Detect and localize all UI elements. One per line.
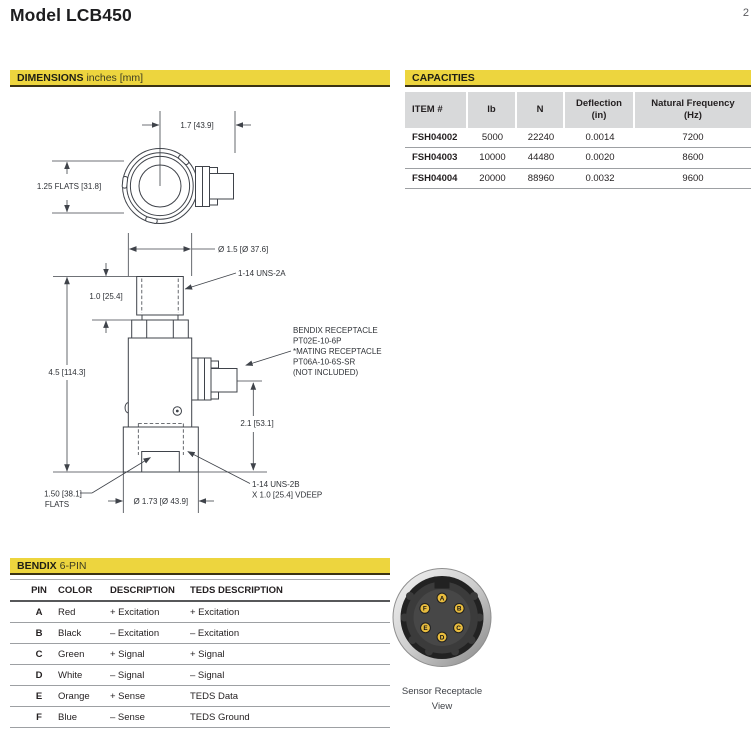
column-header-deflection: Deflection (in) xyxy=(565,92,635,128)
column-header-item: ITEM # xyxy=(405,92,468,128)
receptacle-caption xyxy=(376,684,508,714)
note-line: PT02E-10-6P xyxy=(293,336,342,346)
table-row xyxy=(405,148,751,169)
sensor-body xyxy=(128,338,191,427)
key-notch xyxy=(435,577,450,589)
bendix-section-subtitle: 6-PIN xyxy=(59,560,87,572)
pin-description: + Signal xyxy=(110,648,145,660)
pin-row xyxy=(10,707,390,728)
capacity-lb: 10000 xyxy=(479,152,506,164)
bendix-receptacle-note xyxy=(246,326,382,377)
frequency-value: 8600 xyxy=(682,152,704,164)
wire-color: Orange xyxy=(58,690,90,702)
note-line: BENDIX RECEPTACLE xyxy=(293,326,378,335)
label-bottom-thread: 1-14 UNS-2B xyxy=(252,480,300,489)
pin-label-f: F xyxy=(422,605,427,613)
dim-base-diameter: Ø 1.73 [Ø 43.9] xyxy=(133,497,189,506)
pin-letter: E xyxy=(35,690,43,702)
deflection-value: 0.0014 xyxy=(585,131,615,143)
frequency-value: 9600 xyxy=(682,172,704,184)
pin-description: – Sense xyxy=(110,711,145,723)
sensor-receptacle-diagram xyxy=(391,565,493,670)
column-header-lb: lb xyxy=(468,92,517,128)
pin-label-c: C xyxy=(456,625,461,633)
threaded-stud xyxy=(137,277,184,316)
dim-body-diameter: Ø 1.5 [Ø 37.6] xyxy=(218,245,269,254)
bendix-header-row xyxy=(10,579,390,602)
teds-description: – Signal xyxy=(190,669,225,681)
dim-top-flats: 1.25 FLATS [31.8] xyxy=(36,182,102,191)
capacity-n: 88960 xyxy=(527,172,555,184)
page-title: Model LCB450 xyxy=(10,5,132,25)
teds-description: + Excitation xyxy=(190,606,240,618)
capacity-n: 44480 xyxy=(527,152,555,164)
connector-side-view xyxy=(192,358,237,400)
connector-top-view xyxy=(196,167,234,207)
page-number: 2 xyxy=(742,7,749,19)
capacities-section-title: CAPACITIES xyxy=(412,72,475,84)
pin-label-a: A xyxy=(439,595,445,603)
dimensions-section-subtitle: inches [mm] xyxy=(86,72,144,84)
pin-description: + Excitation xyxy=(110,606,160,618)
deflection-value: 0.0032 xyxy=(585,172,615,184)
dimensions-section-title: DIMENSIONS xyxy=(17,72,84,84)
pin-letter: D xyxy=(35,669,43,681)
item-number: FSH04002 xyxy=(412,131,458,143)
dim-overall-height: 4.5 [114.3] xyxy=(48,368,86,377)
column-header-teds: TEDS DESCRIPTION xyxy=(190,584,283,596)
frequency-value: 7200 xyxy=(682,131,704,143)
bendix-section-header xyxy=(10,558,390,575)
bottom-thread-opening xyxy=(142,452,180,473)
bendix-pin-table xyxy=(10,558,390,728)
pin-label-d: D xyxy=(439,634,445,642)
pin-description: – Signal xyxy=(110,669,145,681)
wire-color: Red xyxy=(58,606,76,618)
receptacle-caption-line1: Sensor Receptacle xyxy=(401,686,483,697)
label-bottom-thread-depth: X 1.0 [25.4] VDEEP xyxy=(252,490,323,500)
wire-color: Blue xyxy=(58,711,78,723)
item-number: FSH04003 xyxy=(412,152,458,164)
bendix-section-title: BENDIX xyxy=(17,560,57,572)
note-line: *MATING RECEPTACLE xyxy=(293,347,382,356)
column-header-pin: PIN xyxy=(31,584,47,596)
pin-description: + Sense xyxy=(110,690,146,702)
capacities-section-header xyxy=(405,70,751,87)
capacity-lb: 5000 xyxy=(481,131,504,143)
load-cell-top-view xyxy=(37,111,251,224)
wire-color: Green xyxy=(58,648,85,660)
pin-letter: B xyxy=(35,627,43,639)
dim-base-flats: 1.50 [38.1] xyxy=(44,489,82,499)
column-header-color: COLOR xyxy=(58,584,93,596)
pin-row xyxy=(10,665,390,686)
pin-row xyxy=(10,602,390,623)
bayonet-tab xyxy=(145,217,157,224)
dimension-drawing xyxy=(10,95,390,547)
teds-description: TEDS Ground xyxy=(190,711,250,723)
capacities-table xyxy=(405,70,751,189)
receptacle-caption-line2: View xyxy=(431,701,453,712)
dim-top-width: 1.7 [43.9] xyxy=(180,121,214,130)
dim-base-flats-word: FLATS xyxy=(44,500,70,509)
capacity-lb: 20000 xyxy=(479,172,506,184)
pin-label-b: B xyxy=(456,605,462,613)
load-cell-side-view xyxy=(44,233,382,513)
dimensions-section-header xyxy=(10,70,390,87)
column-header-frequency: Natural Frequency (Hz) xyxy=(635,92,751,128)
pin-letter: C xyxy=(35,648,43,660)
bayonet-tab xyxy=(122,176,128,188)
pin-label-e: E xyxy=(423,625,428,633)
deflection-value: 0.0020 xyxy=(585,152,615,164)
column-header-description: DESCRIPTION xyxy=(110,584,175,596)
column-header-n: N xyxy=(517,92,565,128)
pin-row xyxy=(10,686,390,707)
pin-description: – Excitation xyxy=(110,627,160,639)
note-line: (NOT INCLUDED) xyxy=(293,368,359,377)
hex-nut xyxy=(132,320,189,338)
pin-row xyxy=(10,623,390,644)
note-line: PT06A-10-6S-SR xyxy=(293,357,356,367)
teds-description: – Excitation xyxy=(190,627,240,639)
dim-connector-height: 2.1 [53.1] xyxy=(240,419,274,428)
label-top-thread: 1-14 UNS-2A xyxy=(238,269,286,278)
capacity-n: 22240 xyxy=(527,131,555,143)
pin-letter: A xyxy=(35,606,43,618)
wire-color: Black xyxy=(58,627,82,639)
table-row xyxy=(405,169,751,190)
dim-stud-height: 1.0 [25.4] xyxy=(89,292,123,301)
wire-color: White xyxy=(58,669,83,681)
teds-description: TEDS Data xyxy=(190,690,239,702)
pin-letter: F xyxy=(36,711,42,723)
capacities-header-row xyxy=(405,92,751,128)
teds-description: + Signal xyxy=(190,648,225,660)
pin-row xyxy=(10,644,390,665)
table-row xyxy=(405,128,751,149)
item-number: FSH04004 xyxy=(412,172,458,184)
